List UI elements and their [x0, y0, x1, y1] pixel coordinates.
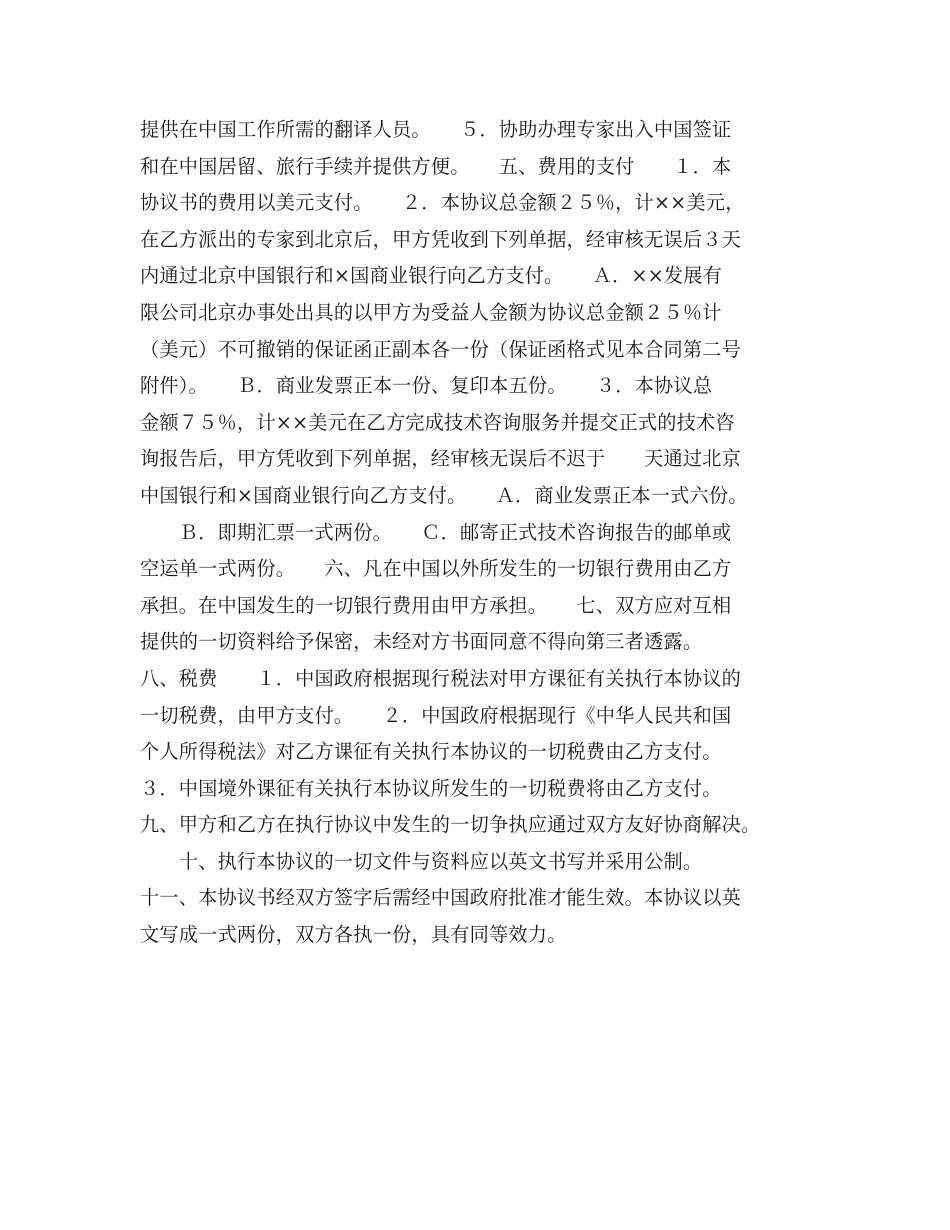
text-line: 八、税费 １．中国政府根据现行税法对甲方课征有关执行本协议的 — [140, 666, 742, 690]
text-line: 中国银行和×国商业银行向乙方支付。 Ａ．商业发票正本一式六份。 — [140, 483, 748, 507]
text-line: 文写成一式两份，双方各执一份，具有同等效力。 — [140, 923, 567, 947]
text-line: 附件）。 Ｂ．商业发票正本一份、复印本五份。 ３．本协议总 — [140, 374, 713, 398]
text-line: Ｂ．即期汇票一式两份。 Ｃ．邮寄正式技术咨询报告的邮单或 — [140, 520, 732, 544]
text-line: ３．中国境外课征有关执行本协议所发生的一切税费将由乙方支付。 — [140, 776, 732, 800]
text-line: 询报告后，甲方凭收到下列单据，经审核无误后不迟于 天通过北京 — [140, 447, 742, 471]
text-line: 一切税费，由甲方支付。 ２．中国政府根据现行《中华人民共和国 — [140, 703, 732, 727]
text-line: 限公司北京办事处出具的以甲方为受益人金额为协议总金额２５％计 — [140, 300, 722, 324]
text-line: （美元）不可撤销的保证函正副本各一份（保证函格式见本合同第二号 — [140, 337, 742, 361]
text-line: 承担。在中国发生的一切银行费用由甲方承担。 七、双方应对互相 — [140, 593, 732, 617]
text-line: 金额７５％，计××美元在乙方完成技术咨询服务并提交正式的技术咨 — [140, 410, 735, 434]
text-line: 提供的一切资料给予保密，未经对方书面同意不得向第三者透露。 — [140, 630, 732, 654]
text-line: 九、甲方和乙方在执行协议中发生的一切争执应通过双方友好协商解决。 — [140, 813, 761, 837]
text-line: 个人所得税法》对乙方课征有关执行本协议的一切税费由乙方支付。 — [140, 740, 732, 764]
text-line: 提供在中国工作所需的翻译人员。 ５．协助办理专家出入中国签证 — [140, 118, 732, 141]
text-line: 和在中国居留、旅行手续并提供方便。 五、费用的支付 １．本 — [140, 154, 732, 178]
text-line: 十一、本协议书经双方签字后需经中国政府批准才能生效。本协议以英 — [140, 886, 742, 910]
text-line: 空运单一式两份。 六、凡在中国以外所发生的一切银行费用由乙方 — [140, 557, 732, 581]
text-line: 在乙方派出的专家到北京后，甲方凭收到下列单据，经审核无误后３天 — [140, 227, 742, 251]
text-line: 协议书的费用以美元支付。 ２．本协议总金额２５％，计××美元， — [140, 191, 745, 215]
text-line: 十、执行本协议的一切文件与资料应以英文书写并采用公制。 — [140, 849, 732, 873]
text-line: 内通过北京中国银行和×国商业银行向乙方支付。 Ａ．××发展有 — [140, 264, 723, 288]
agreement-body-text — [140, 112, 830, 954]
